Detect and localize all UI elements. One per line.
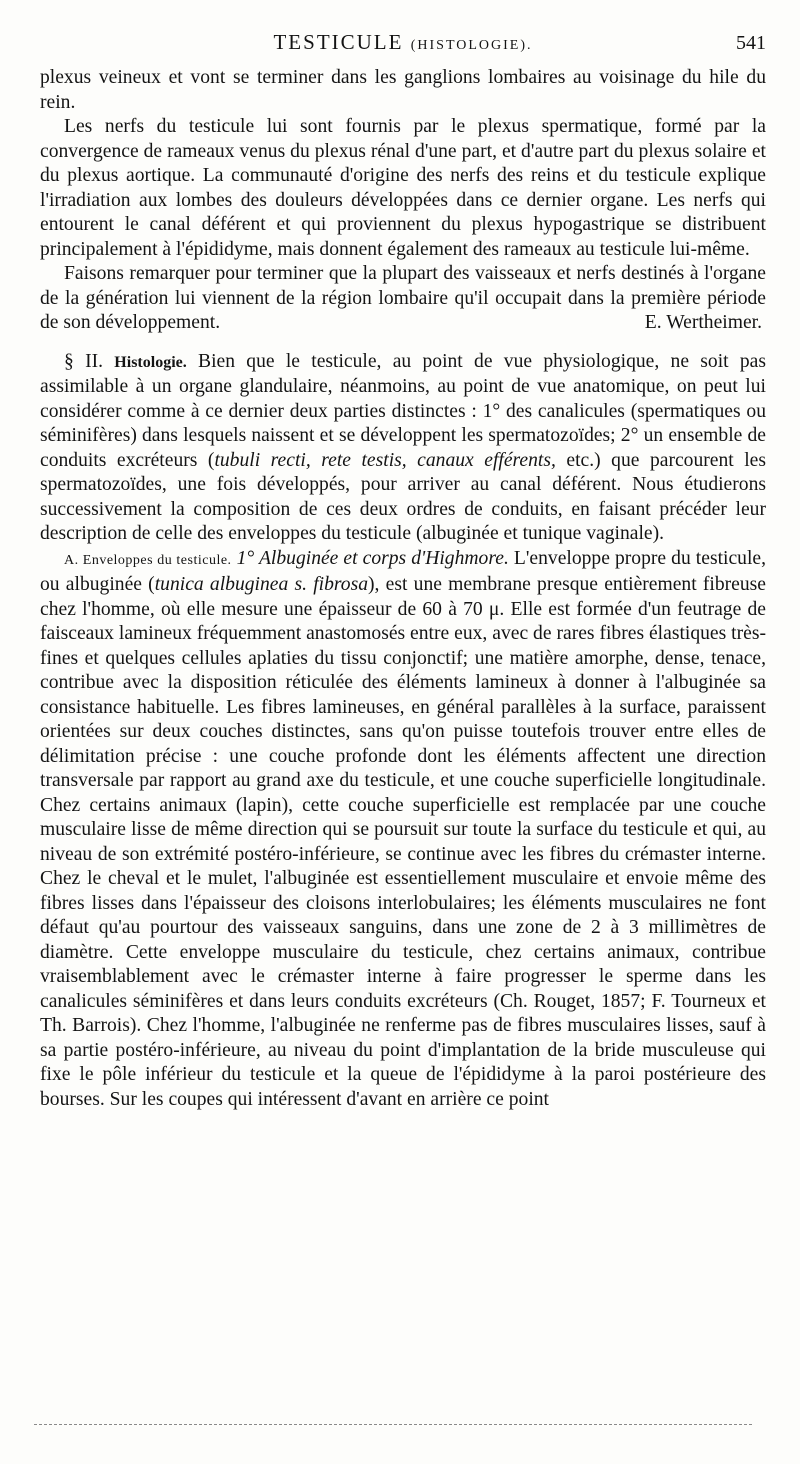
histologie-text-a: Bien que le testicule, au point de vue physiologique, ne soit pas assimilable à un organe glandulaire, néanmoins, au point de vue anatomique, on peut lui considérer comme à ce dernier deux parties distinctes : 1° des canalicules (spermatiques ou séminifères) dans lesquels naissent et se développent les spermatozoïdes; 2° un ensemble de conduits excréteurs (	[40, 350, 766, 471]
paragraph-conclusion	[40, 262, 766, 336]
albuginee-italic-term: tunica albuginea s. fibrosa	[154, 574, 369, 595]
histologie-italic-terms: tubuli recti, rete testis, canaux efférents,	[214, 449, 556, 471]
body-text	[40, 66, 766, 1112]
section-number: § II.	[64, 350, 104, 372]
footer-rule	[34, 1424, 752, 1425]
subsection-heading: 1° Albuginée et corps d'Highmore.	[236, 547, 509, 569]
histologie-text-b: etc.) que parcourent les spermatozoïdes, une fois développés, pour arriver au canal déférent. Nous étudierons successivement la composition de ces deux ordres de conduits, en faisant précéder leur description de celle des enveloppes du testicule (albuginée et tunique vaginale).	[40, 449, 766, 544]
paragraph-albuginee	[40, 547, 766, 1113]
albuginee-text-b: ), est une membrane presque entièrement fibreuse chez l'homme, où elle mesure une épaisseur de 60 à 70 μ. Elle est formée d'un feutrage de faisceaux lamineux fréquemment anastomosés entre eux, avec de rares fibres élastiques très-fines et quelques cellules aplaties du tissu conjonctif; une matière amorphe, dense, tenace, contribue avec la disposition réticulée des éléments lamineux à donner à l'albuginée sa consistance habituelle. Les fibres lamineuses, en général parallèles à la surface, paraissent orientées sur deux couches distinctes, sans qu'on puisse toutefois trouver entre elles de délimitation précise : une couche profonde dont les éléments affectent une direction transversale par rapport au grand axe du testicule, et une couche superficielle longitudinale. Chez certains animaux (lapin), cette couche superficielle est remplacée par une couche musculaire lisse de même direction qui se poursuit sur toute la surface du testicule et qui, au niveau de son extrémité postéro-inférieure, se continue avec les fibres du crémaster interne. Chez le cheval et le mulet, l'albuginée est essentiellement musculaire et envoie même des fibres lisses dans l'épaisseur des cloisons interlobulaires; les éléments musculaires ne font défaut qu'au pourtour des vaisseaux sanguins, dans une zone de 2 à 3 millimètres de diamètre. Cette enveloppe musculaire du testicule, chez certains animaux, contribue vraisemblablement avec le crémaster interne à faire progresser le sperme dans les canalicules séminifères et dans leurs conduits excréteurs (Ch. Rouget, 1857; F. Tourneux et Th. Barrois). Chez l'homme, l'albuginée ne renferme pas de fibres musculaires lisses, sauf à sa partie postéro-inférieure, au niveau du point d'implantation de la bride musculeuse qui fixe le pôle inférieur du testicule et la queue de l'épididyme à la paroi postérieure des bourses. Sur les coupes qui intéressent d'avant en arrière ce point	[40, 574, 766, 1110]
page-header	[40, 30, 766, 60]
paragraph-continuation: plexus veineux et vont se terminer dans les ganglions lombaires au voisinage du hile du rein.	[40, 67, 766, 113]
section-heading: Histologie.	[114, 353, 187, 371]
running-title	[40, 30, 766, 55]
author-signature: E. Wertheimer.	[644, 312, 762, 333]
albuginee-text-a: L'enveloppe propre du testicule, ou albuginée (	[40, 547, 766, 595]
paragraph-histologie	[40, 350, 766, 547]
running-title-main: TESTICULE	[273, 30, 404, 54]
paragraph-conclusion-text: Faisons remarquer pour terminer que la plupart des vaisseaux et nerfs destinés à l'organe de la génération lui viennent de la région lombaire qu'il occupait dans la première période de son développement.	[40, 263, 766, 333]
page-number: 541	[736, 32, 766, 54]
running-title-sub: (HISTOLOGIE).	[410, 38, 533, 53]
paragraph-nerves: Les nerfs du testicule lui sont fournis par le plexus spermatique, formé par la convergence de rameaux venus du plexus rénal d'une part, et d'autre part du plexus solaire et du plexus aortique. La communauté d'origine des nerfs des reins et du testicule explique l'irradiation aux lombes des douleurs développées dans ce dernier organe. Les nerfs qui entourent le canal déférent et qui proviennent du plexus hypogastrique se distribuent principalement à l'épididyme, mais donnent également des rameaux au testicule lui-même.	[40, 116, 766, 260]
subsection-label: A. Enveloppes du testicule.	[64, 552, 232, 568]
